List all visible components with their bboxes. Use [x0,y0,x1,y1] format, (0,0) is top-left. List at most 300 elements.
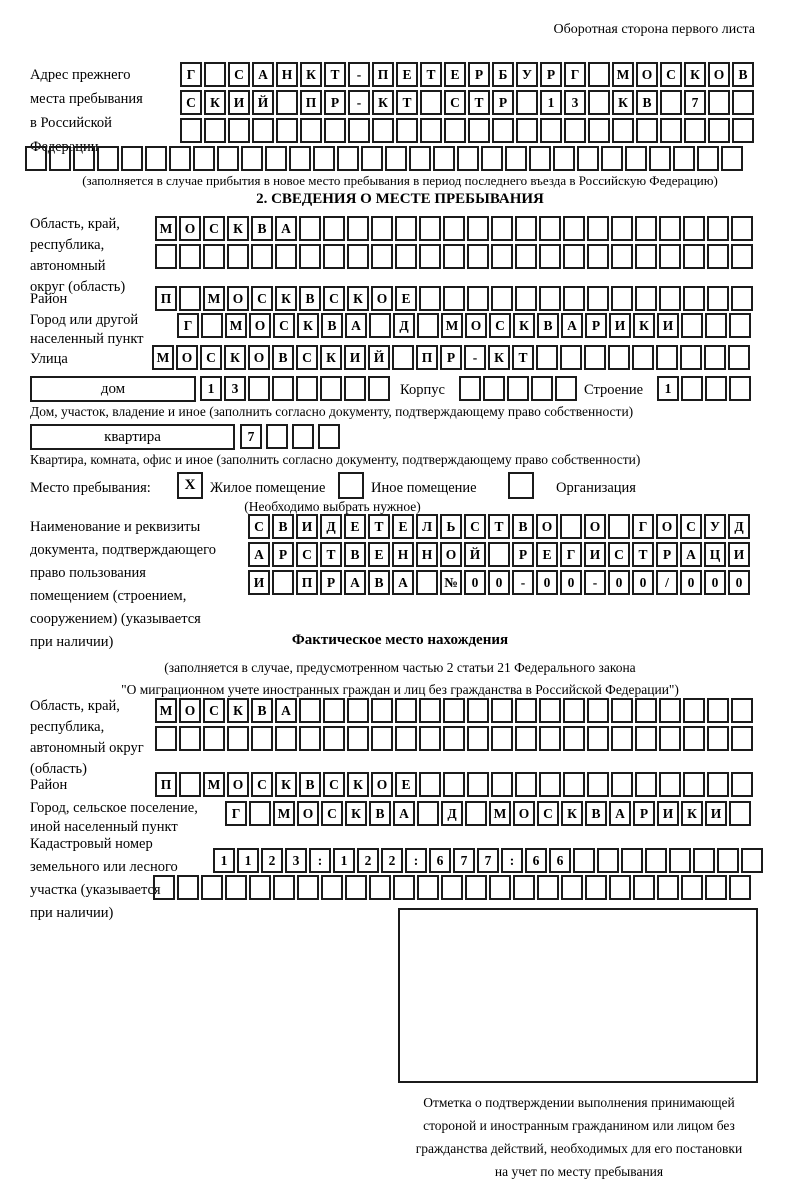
char-cell[interactable]: 7 [240,424,262,449]
char-cell[interactable]: П [372,62,394,87]
char-cell[interactable] [683,286,705,311]
char-cell[interactable] [467,726,489,751]
char-cell[interactable]: К [488,345,510,370]
char-cell[interactable] [704,345,726,370]
char-cell[interactable]: С [464,514,486,539]
char-cell[interactable] [660,118,682,143]
char-cell[interactable]: Ц [704,542,726,567]
char-cell[interactable]: 1 [200,376,222,401]
char-cell[interactable]: Г [632,514,654,539]
char-cell[interactable]: С [251,286,273,311]
char-cell[interactable]: К [561,801,583,826]
char-cell[interactable]: Е [395,772,417,797]
char-cell[interactable]: Т [512,345,534,370]
char-cell[interactable]: В [299,772,321,797]
char-cell[interactable] [179,286,201,311]
char-cell[interactable]: В [512,514,534,539]
char-cell[interactable] [491,772,513,797]
char-cell[interactable] [659,698,681,723]
char-cell[interactable] [204,62,226,87]
char-cell[interactable] [705,376,727,401]
char-cell[interactable] [467,772,489,797]
char-cell[interactable]: Е [392,514,414,539]
char-cell[interactable] [625,146,647,171]
char-cell[interactable]: Р [320,570,342,595]
char-cell[interactable]: К [347,772,369,797]
char-cell[interactable] [707,244,729,269]
char-cell[interactable] [563,698,585,723]
char-cell[interactable] [707,772,729,797]
char-cell[interactable]: П [155,286,177,311]
char-cell[interactable]: Р [492,90,514,115]
char-cell[interactable] [539,244,561,269]
char-cell[interactable] [252,118,274,143]
char-cell[interactable] [731,726,753,751]
char-cell[interactable] [396,118,418,143]
char-cell[interactable] [179,726,201,751]
char-cell[interactable] [320,376,342,401]
char-cell[interactable] [649,146,671,171]
char-cell[interactable] [587,726,609,751]
char-cell[interactable]: Р [585,313,607,338]
char-cell[interactable] [395,698,417,723]
char-cell[interactable]: Н [416,542,438,567]
char-cell[interactable]: М [441,313,463,338]
char-cell[interactable] [371,244,393,269]
char-cell[interactable] [611,772,633,797]
char-cell[interactable] [204,118,226,143]
char-cell[interactable] [419,244,441,269]
char-cell[interactable] [251,726,273,751]
char-cell[interactable] [457,146,479,171]
char-cell[interactable]: В [636,90,658,115]
char-cell[interactable] [585,875,607,900]
char-cell[interactable]: К [275,286,297,311]
char-cell[interactable] [203,726,225,751]
char-cell[interactable]: У [516,62,538,87]
char-cell[interactable] [635,286,657,311]
char-cell[interactable] [419,698,441,723]
char-cell[interactable]: Е [444,62,466,87]
char-cell[interactable]: С [537,801,559,826]
char-cell[interactable]: В [537,313,559,338]
char-cell[interactable] [292,424,314,449]
char-cell[interactable] [553,146,575,171]
char-cell[interactable] [467,286,489,311]
char-cell[interactable] [555,376,577,401]
char-cell[interactable]: М [273,801,295,826]
char-cell[interactable] [225,875,247,900]
char-cell[interactable] [707,216,729,241]
char-cell[interactable] [611,726,633,751]
char-cell[interactable] [368,376,390,401]
char-cell[interactable] [323,244,345,269]
char-cell[interactable] [228,118,250,143]
char-cell[interactable]: Т [320,542,342,567]
char-cell[interactable] [515,698,537,723]
char-cell[interactable] [417,801,439,826]
char-cell[interactable] [465,801,487,826]
char-cell[interactable] [155,726,177,751]
char-cell[interactable] [492,118,514,143]
char-cell[interactable] [515,244,537,269]
char-cell[interactable]: В [344,542,366,567]
char-cell[interactable] [705,875,727,900]
char-cell[interactable]: Г [180,62,202,87]
char-cell[interactable]: Р [540,62,562,87]
char-cell[interactable]: К [372,90,394,115]
char-cell[interactable]: 0 [560,570,582,595]
char-cell[interactable] [249,875,271,900]
char-cell[interactable]: - [348,62,370,87]
char-cell[interactable] [25,146,47,171]
char-cell[interactable]: И [657,801,679,826]
char-cell[interactable] [443,216,465,241]
char-cell[interactable]: 7 [453,848,475,873]
char-cell[interactable] [313,146,335,171]
char-cell[interactable] [179,244,201,269]
char-cell[interactable] [153,875,175,900]
char-cell[interactable]: 1 [333,848,355,873]
char-cell[interactable]: - [464,345,486,370]
char-cell[interactable]: Й [252,90,274,115]
char-cell[interactable]: Г [177,313,199,338]
checkbox-zhiloe-pomeshchenie[interactable]: X [177,472,203,499]
char-cell[interactable]: 0 [704,570,726,595]
char-cell[interactable]: И [344,345,366,370]
char-cell[interactable] [608,514,630,539]
char-cell[interactable] [721,146,743,171]
char-cell[interactable] [708,118,730,143]
char-cell[interactable] [635,698,657,723]
char-cell[interactable] [588,90,610,115]
char-cell[interactable]: / [656,570,678,595]
char-cell[interactable]: Л [416,514,438,539]
char-cell[interactable]: К [320,345,342,370]
char-cell[interactable]: В [368,570,390,595]
char-cell[interactable]: Н [392,542,414,567]
char-cell[interactable]: И [248,570,270,595]
char-cell[interactable] [227,726,249,751]
char-cell[interactable]: Д [441,801,463,826]
char-cell[interactable]: О [636,62,658,87]
char-cell[interactable] [344,376,366,401]
char-cell[interactable] [419,772,441,797]
char-cell[interactable]: К [681,801,703,826]
char-cell[interactable] [395,216,417,241]
char-cell[interactable] [536,345,558,370]
char-cell[interactable]: О [536,514,558,539]
char-cell[interactable] [680,345,702,370]
char-cell[interactable] [588,62,610,87]
char-cell[interactable]: И [584,542,606,567]
char-cell[interactable] [324,118,346,143]
char-cell[interactable]: С [660,62,682,87]
char-cell[interactable]: В [369,801,391,826]
char-cell[interactable] [347,216,369,241]
char-cell[interactable] [681,376,703,401]
char-cell[interactable] [121,146,143,171]
char-cell[interactable] [708,90,730,115]
char-cell[interactable] [155,244,177,269]
char-cell[interactable] [248,376,270,401]
char-cell[interactable] [323,698,345,723]
char-cell[interactable] [611,216,633,241]
char-cell[interactable]: С [203,216,225,241]
char-cell[interactable]: К [204,90,226,115]
char-cell[interactable]: О [513,801,535,826]
char-cell[interactable] [481,146,503,171]
char-cell[interactable] [491,726,513,751]
char-cell[interactable]: 0 [728,570,750,595]
char-cell[interactable]: С [321,801,343,826]
char-cell[interactable] [347,698,369,723]
char-cell[interactable] [467,244,489,269]
char-cell[interactable]: К [227,698,249,723]
char-cell[interactable]: С [248,514,270,539]
char-cell[interactable] [609,875,631,900]
char-cell[interactable]: В [321,313,343,338]
char-cell[interactable]: К [300,62,322,87]
char-cell[interactable]: 0 [488,570,510,595]
char-cell[interactable]: - [584,570,606,595]
char-cell[interactable] [515,286,537,311]
char-cell[interactable]: С [273,313,295,338]
char-cell[interactable] [393,875,415,900]
char-cell[interactable] [145,146,167,171]
char-cell[interactable] [203,244,225,269]
char-cell[interactable]: А [252,62,274,87]
char-cell[interactable] [621,848,643,873]
char-cell[interactable]: - [348,90,370,115]
char-cell[interactable] [265,146,287,171]
char-cell[interactable] [561,875,583,900]
char-cell[interactable] [560,514,582,539]
char-cell[interactable]: В [272,345,294,370]
char-cell[interactable]: К [684,62,706,87]
char-cell[interactable] [443,286,465,311]
char-cell[interactable] [276,90,298,115]
char-cell[interactable]: О [371,772,393,797]
char-cell[interactable] [660,90,682,115]
char-cell[interactable]: О [179,698,201,723]
char-cell[interactable]: О [708,62,730,87]
char-cell[interactable]: А [344,570,366,595]
char-cell[interactable] [323,216,345,241]
char-cell[interactable]: С [251,772,273,797]
char-cell[interactable]: К [633,313,655,338]
char-cell[interactable] [683,726,705,751]
char-cell[interactable] [587,286,609,311]
char-cell[interactable] [560,345,582,370]
char-cell[interactable] [529,146,551,171]
char-cell[interactable] [683,244,705,269]
char-cell[interactable]: А [609,801,631,826]
char-cell[interactable] [392,345,414,370]
char-cell[interactable] [531,376,553,401]
char-cell[interactable]: С [296,542,318,567]
char-cell[interactable] [299,244,321,269]
char-cell[interactable] [300,118,322,143]
char-cell[interactable] [201,875,223,900]
char-cell[interactable] [73,146,95,171]
char-cell[interactable] [564,118,586,143]
char-cell[interactable]: К [345,801,367,826]
char-cell[interactable] [371,726,393,751]
char-cell[interactable]: : [405,848,427,873]
char-cell[interactable] [409,146,431,171]
char-cell[interactable]: В [272,514,294,539]
char-cell[interactable] [179,772,201,797]
char-cell[interactable]: П [300,90,322,115]
char-cell[interactable] [296,376,318,401]
char-cell[interactable]: Р [633,801,655,826]
char-cell[interactable] [369,875,391,900]
char-cell[interactable]: Н [276,62,298,87]
char-cell[interactable]: К [297,313,319,338]
char-cell[interactable]: 1 [540,90,562,115]
char-cell[interactable] [731,772,753,797]
char-cell[interactable] [611,286,633,311]
char-cell[interactable] [539,698,561,723]
char-cell[interactable]: 2 [261,848,283,873]
char-cell[interactable]: С [203,698,225,723]
char-cell[interactable] [540,118,562,143]
char-cell[interactable] [707,726,729,751]
char-cell[interactable]: С [323,286,345,311]
char-cell[interactable] [611,698,633,723]
char-cell[interactable] [584,345,606,370]
char-cell[interactable] [731,286,753,311]
char-cell[interactable] [275,244,297,269]
char-cell[interactable] [705,313,727,338]
char-cell[interactable] [273,875,295,900]
char-cell[interactable]: В [732,62,754,87]
char-cell[interactable]: О [584,514,606,539]
char-cell[interactable] [272,376,294,401]
char-cell[interactable] [491,216,513,241]
char-cell[interactable]: 6 [429,848,451,873]
char-cell[interactable] [433,146,455,171]
char-cell[interactable] [683,216,705,241]
char-cell[interactable]: М [152,345,174,370]
char-cell[interactable]: М [155,216,177,241]
char-cell[interactable] [467,698,489,723]
char-cell[interactable]: М [155,698,177,723]
char-cell[interactable]: П [416,345,438,370]
char-cell[interactable]: Д [320,514,342,539]
char-cell[interactable]: А [345,313,367,338]
char-cell[interactable] [441,875,463,900]
char-cell[interactable] [491,244,513,269]
char-cell[interactable]: Ь [440,514,462,539]
char-cell[interactable]: Г [564,62,586,87]
char-cell[interactable] [417,313,439,338]
char-cell[interactable]: 1 [237,848,259,873]
char-cell[interactable]: К [612,90,634,115]
char-cell[interactable] [372,118,394,143]
char-cell[interactable] [728,345,750,370]
char-cell[interactable] [443,726,465,751]
char-cell[interactable]: К [275,772,297,797]
char-cell[interactable]: М [203,286,225,311]
char-cell[interactable] [611,244,633,269]
char-cell[interactable]: Т [420,62,442,87]
char-cell[interactable]: И [609,313,631,338]
char-cell[interactable] [707,698,729,723]
char-cell[interactable] [323,726,345,751]
char-cell[interactable] [656,345,678,370]
char-cell[interactable] [635,244,657,269]
char-cell[interactable] [731,244,753,269]
char-cell[interactable] [321,875,343,900]
char-cell[interactable]: К [347,286,369,311]
char-cell[interactable]: П [155,772,177,797]
char-cell[interactable] [635,216,657,241]
char-cell[interactable] [577,146,599,171]
char-cell[interactable] [337,146,359,171]
char-cell[interactable]: И [705,801,727,826]
char-cell[interactable] [348,118,370,143]
char-cell[interactable] [659,216,681,241]
char-cell[interactable] [563,216,585,241]
char-cell[interactable]: 1 [213,848,235,873]
char-cell[interactable]: С [323,772,345,797]
char-cell[interactable] [516,118,538,143]
char-cell[interactable]: С [608,542,630,567]
char-cell[interactable] [395,244,417,269]
char-cell[interactable] [669,848,691,873]
char-cell[interactable]: С [680,514,702,539]
char-cell[interactable]: С [296,345,318,370]
char-cell[interactable] [491,286,513,311]
char-cell[interactable] [608,345,630,370]
char-cell[interactable] [537,875,559,900]
char-cell[interactable]: 1 [657,376,679,401]
char-cell[interactable]: 6 [549,848,571,873]
char-cell[interactable]: Р [272,542,294,567]
char-cell[interactable] [601,146,623,171]
char-cell[interactable] [539,286,561,311]
char-cell[interactable] [299,726,321,751]
char-cell[interactable]: Й [368,345,390,370]
char-cell[interactable]: И [296,514,318,539]
char-cell[interactable] [443,698,465,723]
char-cell[interactable] [345,875,367,900]
char-cell[interactable] [491,698,513,723]
char-cell[interactable]: В [251,216,273,241]
char-cell[interactable]: С [228,62,250,87]
char-cell[interactable] [489,875,511,900]
char-cell[interactable] [419,726,441,751]
char-cell[interactable] [444,118,466,143]
char-cell[interactable]: К [227,216,249,241]
char-cell[interactable] [732,118,754,143]
char-cell[interactable] [249,801,271,826]
checkbox-organizatsiya[interactable] [508,472,534,499]
char-cell[interactable]: К [513,313,535,338]
char-cell[interactable] [299,216,321,241]
char-cell[interactable] [635,772,657,797]
char-cell[interactable] [587,698,609,723]
char-cell[interactable] [659,772,681,797]
char-cell[interactable]: 3 [564,90,586,115]
char-cell[interactable]: А [393,801,415,826]
char-cell[interactable]: М [203,772,225,797]
char-cell[interactable]: Г [225,801,247,826]
char-cell[interactable] [347,244,369,269]
char-cell[interactable]: 2 [357,848,379,873]
